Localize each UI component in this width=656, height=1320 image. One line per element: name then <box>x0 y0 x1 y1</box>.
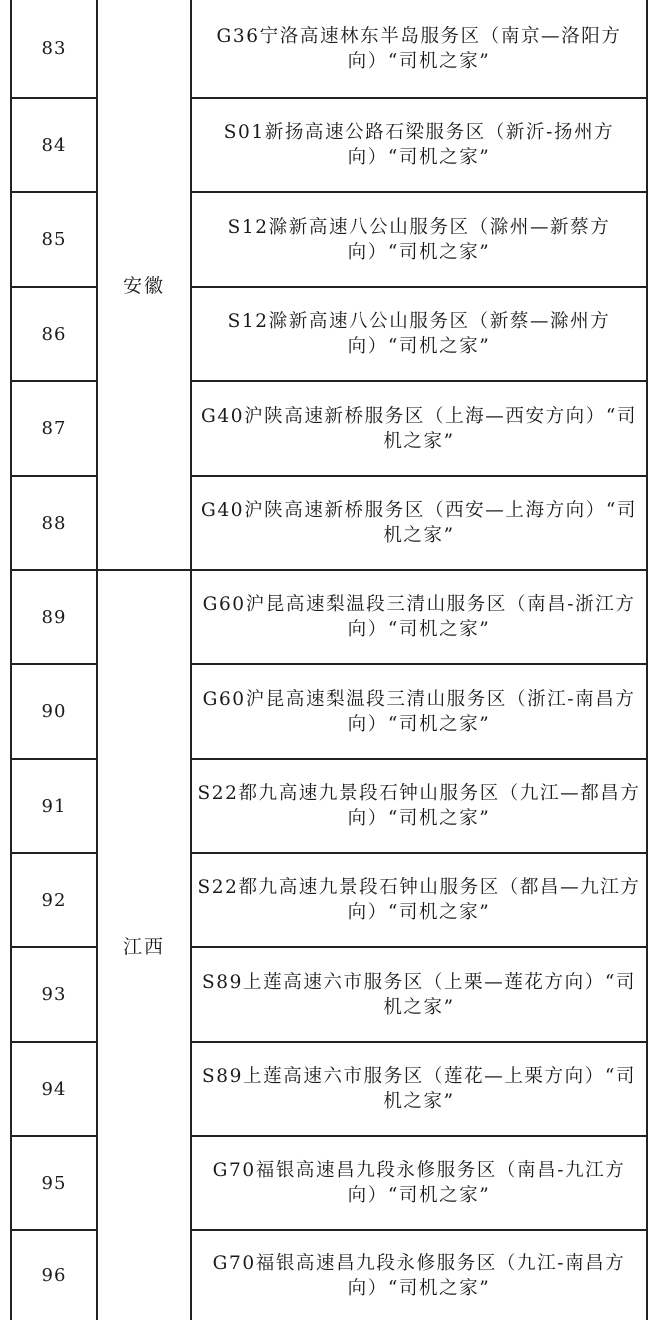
service-area-name: S12滁新高速八公山服务区（滁州—新蔡方向）“司机之家” <box>227 216 611 263</box>
service-area-name: S89上莲高速六市服务区（莲花—上栗方向）“司机之家” <box>202 1066 636 1112</box>
row-number: 91 <box>41 795 67 817</box>
service-area-name: S12滁新高速八公山服务区（新蔡—滁州方向）“司机之家” <box>227 311 611 357</box>
service-area-name: G60沪昆高速梨温段三清山服务区（南昌-浙江方向）“司机之家” <box>202 594 636 640</box>
row-number: 89 <box>41 606 67 628</box>
row-number: 84 <box>41 134 67 156</box>
row-number: 96 <box>41 1265 67 1286</box>
row-number: 93 <box>41 984 67 1005</box>
row-number: 90 <box>41 701 67 722</box>
row-number: 86 <box>41 323 67 345</box>
province-cell: 安徽 <box>122 275 165 297</box>
service-area-name: S22都九高速九景段石钟山服务区（都昌—九江方向）“司机之家” <box>197 877 641 923</box>
row-number: 85 <box>41 229 67 250</box>
row-number: 83 <box>41 38 67 59</box>
row-number: 87 <box>41 418 67 439</box>
row-number: 95 <box>41 1172 67 1194</box>
service-area-name: G70福银高速昌九段永修服务区（九江-南昌方向）“司机之家” <box>212 1252 626 1299</box>
service-area-name: G40沪陕高速新桥服务区（西安—上海方向）“司机之家” <box>200 500 638 546</box>
row-number: 94 <box>41 1078 67 1100</box>
service-area-name: G36宁洛高速林东半岛服务区（南京—洛阳方向）“司机之家” <box>216 25 622 72</box>
service-area-name: G40沪陕高速新桥服务区（上海—西安方向）“司机之家” <box>200 405 638 452</box>
service-area-name: G60沪昆高速梨温段三清山服务区（浙江-南昌方向）“司机之家” <box>202 688 636 735</box>
service-area-name: S89上莲高速六市服务区（上栗—莲花方向）“司机之家” <box>202 971 636 1018</box>
service-area-name: S01新扬高速公路石梁服务区（新沂-扬州方向）“司机之家” <box>223 122 615 168</box>
table-border-right <box>646 0 648 1320</box>
row-number: 88 <box>41 512 67 534</box>
service-area-name: S22都九高速九景段石钟山服务区（九江—都昌方向）“司机之家” <box>197 783 641 829</box>
service-area-name: G70福银高速昌九段永修服务区（南昌-九江方向）“司机之家” <box>212 1160 626 1206</box>
province-cell: 江西 <box>122 936 165 958</box>
row-number: 92 <box>41 889 67 911</box>
